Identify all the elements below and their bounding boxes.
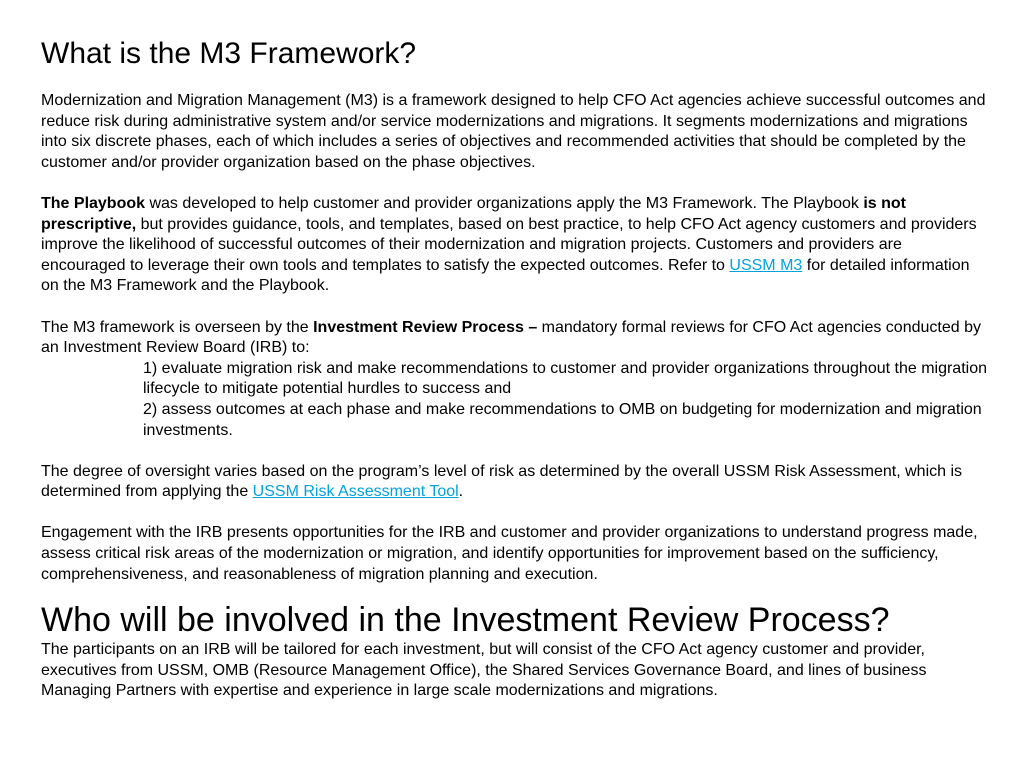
not-prescriptive-bold: is not prescriptive, xyxy=(41,194,907,233)
heading-who-involved: Who will be involved in the Investment Review Process? xyxy=(41,601,890,640)
oversight-text-1: The degree of oversight varies based on the program’s level of risk as determined by the overall USSM Risk Assessment, which is determined from applying the xyxy=(41,462,963,501)
playbook-text-2: but provides guidance, tools, and templates, based on best practice, to help CFO Act agency customers and providers improve the likelihood of successful outcomes of their modernization and migration projects. Customers and providers are encouraged to leverage their own tools and templates to satisfy the expected outcomes. Refer to xyxy=(41,215,977,274)
paragraph-gap xyxy=(41,441,989,462)
review-list-item-2: 2) assess outcomes at each phase and make recommendations to OMB on budgeting for modernization and migration investments. xyxy=(143,400,982,439)
playbook-text-1: was developed to help customer and provider organizations apply the M3 Framework. The Playbook xyxy=(145,194,864,212)
oversight-text-2: . xyxy=(458,483,464,501)
document-page xyxy=(41,34,989,702)
review-text-1: The M3 framework is overseen by the xyxy=(41,318,314,336)
ussm-m3-link[interactable]: USSM M3 xyxy=(729,256,803,274)
paragraph-playbook xyxy=(41,194,989,297)
heading-m3-framework: What is the M3 Framework? xyxy=(41,37,417,70)
playbook-bold-label: The Playbook xyxy=(41,194,146,212)
paragraph-m3-intro: Modernization and Migration Management (M3) is a framework designed to help CFO Act agencies achieve successful outcomes and reduce risk during administrative system and/or service modernizations and migrations. It segments modernizations and migrations into six discrete phases, each of which includes a series of objectives and recommended activities that should be completed by the customer and/or provider organization based on the phase objectives. xyxy=(41,92,986,171)
review-list-item-1: 1) evaluate migration risk and make recommendations to customer and provider organizations throughout the migration lifecycle to mitigate potential hurdles to success and xyxy=(143,359,987,398)
paragraph-gap xyxy=(41,173,989,194)
investment-review-process-bold: Investment Review Process – xyxy=(313,318,538,336)
ussm-risk-assessment-tool-link[interactable]: USSM Risk Assessment Tool xyxy=(252,483,459,501)
paragraph-engagement: Engagement with the IRB presents opportunities for the IRB and customer and provider organizations to understand progress made, assess critical risk areas of the modernization or migration, and identify opportunities for improvement based on the sufficiency, comprehensiveness, and reasonableness of migration planning and execution. xyxy=(41,524,978,583)
paragraph-oversight xyxy=(41,462,989,503)
paragraph-investment-review xyxy=(41,318,989,359)
playbook-text-3: for detailed information on the M3 Framework and the Playbook. xyxy=(41,256,970,295)
review-text-2: mandatory formal reviews for CFO Act agencies conducted by an Investment Review Board (IRB) to: xyxy=(41,318,981,357)
paragraph-gap xyxy=(41,503,989,524)
paragraph-gap xyxy=(41,297,989,318)
paragraph-participants: The participants on an IRB will be tailored for each investment, but will consist of the CFO Act agency customer and provider, executives from USSM, OMB (Resource Management Office), the Shared Services Governance Board, and lines of business Managing Partners with expertise and experience in large scale modernizations and migrations. xyxy=(41,641,927,700)
